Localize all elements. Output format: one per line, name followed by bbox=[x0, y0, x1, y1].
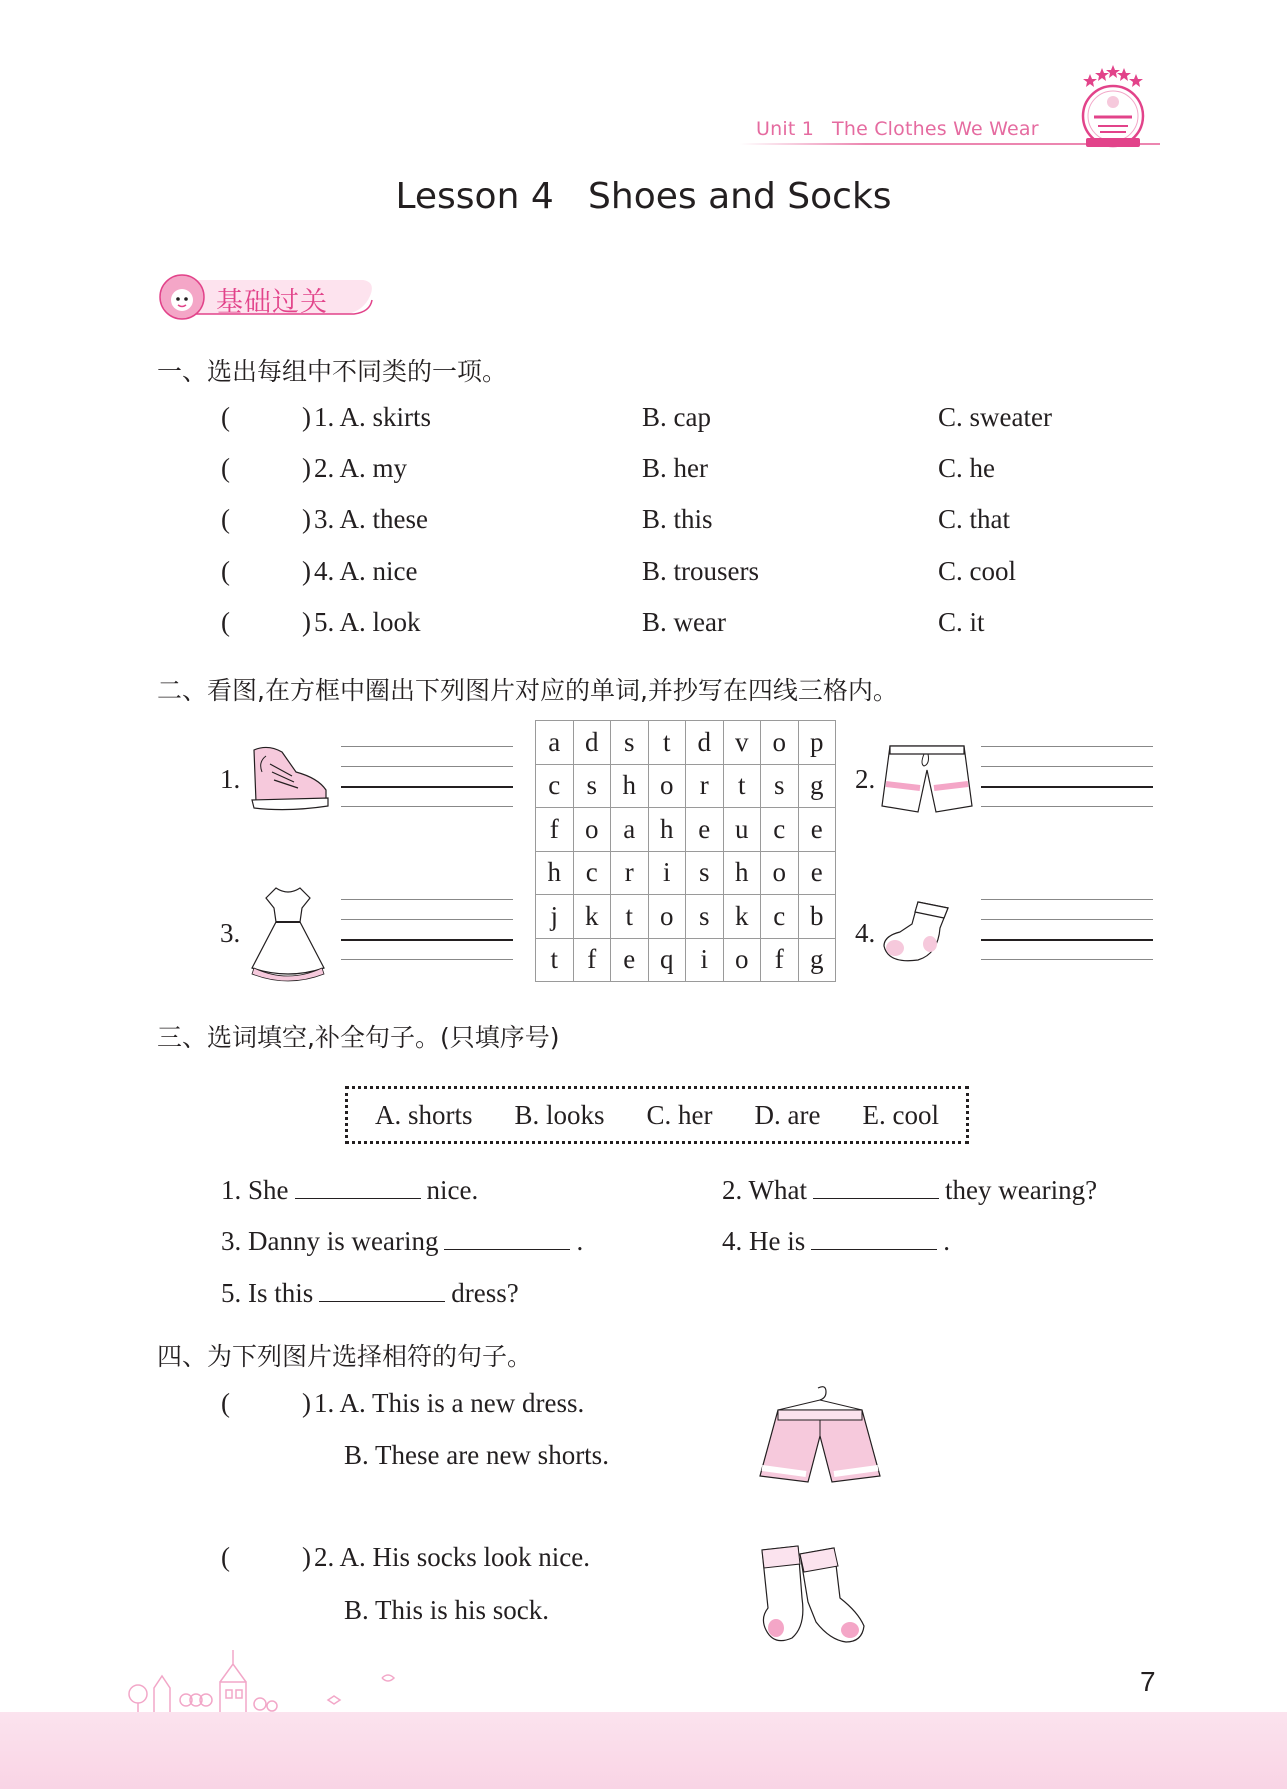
grid-letter[interactable]: h bbox=[723, 851, 761, 895]
grid-letter[interactable]: o bbox=[761, 851, 799, 895]
answer-paren-close: ) bbox=[302, 402, 311, 432]
grid-letter[interactable]: f bbox=[536, 808, 574, 852]
fill-sentence bbox=[722, 1174, 1097, 1206]
word-bank-option: C. her bbox=[646, 1099, 713, 1130]
writing-lines[interactable] bbox=[341, 746, 513, 806]
grid-letter[interactable]: h bbox=[536, 851, 574, 895]
grid-letter[interactable]: c bbox=[536, 764, 574, 808]
grid-letter[interactable]: b bbox=[798, 895, 836, 939]
grid-letter[interactable]: v bbox=[723, 721, 761, 765]
grid-letter[interactable]: k bbox=[723, 895, 761, 939]
answer-paren-close: ) bbox=[302, 607, 311, 637]
writing-lines[interactable] bbox=[981, 746, 1153, 806]
option-b: B. These are new shorts. bbox=[344, 1440, 609, 1470]
fill-sentence bbox=[221, 1225, 583, 1257]
grid-letter[interactable]: e bbox=[798, 808, 836, 852]
option-a: 5. A. look bbox=[314, 607, 421, 637]
option-b: B. wear bbox=[642, 607, 726, 637]
answer-blank[interactable] bbox=[295, 1174, 421, 1199]
question-row bbox=[0, 556, 1287, 596]
grid-letter[interactable]: f bbox=[573, 938, 611, 982]
grid-letter[interactable]: c bbox=[573, 851, 611, 895]
grid-letter[interactable]: g bbox=[798, 938, 836, 982]
picture-number: 1. bbox=[220, 764, 241, 794]
fill-sentence bbox=[722, 1225, 950, 1257]
sentence-start: 1. She bbox=[221, 1175, 289, 1205]
sentence-start: 2. What bbox=[722, 1175, 807, 1205]
grid-letter[interactable]: e bbox=[686, 808, 724, 852]
page-number: 7 bbox=[1140, 1666, 1156, 1697]
answer-paren-close: ) bbox=[302, 1542, 311, 1572]
publisher-seal-icon bbox=[1072, 62, 1154, 154]
lesson-title: Lesson 4 Shoes and Socks bbox=[395, 176, 892, 217]
option-c: C. he bbox=[938, 453, 995, 483]
shorts-icon bbox=[880, 740, 974, 818]
section-2-title: 二、看图,在方框中圈出下列图片对应的单词,并抄写在四线三格内。 bbox=[157, 676, 898, 705]
footer-band bbox=[0, 1712, 1287, 1789]
option-a: 2. A. His socks look nice. bbox=[314, 1542, 590, 1572]
matching-question bbox=[0, 1388, 1287, 1428]
word-bank-option: D. are bbox=[754, 1099, 821, 1130]
grid-letter[interactable]: s bbox=[611, 721, 649, 765]
answer-blank[interactable] bbox=[444, 1225, 570, 1250]
answer-paren-open[interactable]: ( bbox=[221, 607, 230, 637]
option-b: B. cap bbox=[642, 402, 711, 432]
answer-paren-close: ) bbox=[302, 504, 311, 534]
sock-icon bbox=[878, 898, 954, 966]
dress-icon bbox=[248, 884, 328, 984]
grid-letter[interactable]: e bbox=[798, 851, 836, 895]
grid-letter[interactable]: p bbox=[798, 721, 836, 765]
grid-letter[interactable]: t bbox=[611, 895, 649, 939]
option-c: C. it bbox=[938, 607, 985, 637]
writing-lines[interactable] bbox=[981, 899, 1153, 959]
writing-lines[interactable] bbox=[341, 899, 513, 959]
grid-letter[interactable]: t bbox=[648, 721, 686, 765]
sentence-end: they wearing? bbox=[944, 1175, 1098, 1205]
answer-paren-open[interactable]: ( bbox=[221, 1542, 230, 1572]
grid-letter[interactable]: h bbox=[611, 764, 649, 808]
answer-paren-close: ) bbox=[302, 453, 311, 483]
picture-number: 3. bbox=[220, 918, 241, 948]
grid-letter[interactable]: j bbox=[536, 895, 574, 939]
town-decoration-icon bbox=[120, 1644, 420, 1714]
grid-row bbox=[536, 895, 836, 939]
grid-letter[interactable]: o bbox=[723, 938, 761, 982]
option-a: 1. A. skirts bbox=[314, 402, 432, 432]
grid-letter[interactable]: c bbox=[761, 808, 799, 852]
grid-letter[interactable]: o bbox=[648, 895, 686, 939]
grid-letter[interactable]: s bbox=[686, 851, 724, 895]
grid-letter[interactable]: r bbox=[611, 851, 649, 895]
sentence-start: 4. He is bbox=[722, 1226, 806, 1256]
unit-title: The Clothes We Wear bbox=[832, 118, 1039, 140]
picture-number: 2. bbox=[855, 764, 876, 794]
word-bank-option: B. looks bbox=[514, 1099, 605, 1130]
word-bank-option: A. shorts bbox=[375, 1099, 473, 1130]
answer-paren-open[interactable]: ( bbox=[221, 504, 230, 534]
word-search-grid bbox=[535, 720, 836, 982]
answer-paren-close: ) bbox=[302, 556, 311, 586]
option-c: C. cool bbox=[938, 556, 1016, 586]
grid-letter[interactable]: s bbox=[573, 764, 611, 808]
grid-letter[interactable]: o bbox=[573, 808, 611, 852]
sentence-end: . bbox=[943, 1226, 950, 1256]
grid-letter[interactable]: s bbox=[686, 895, 724, 939]
grid-letter[interactable]: r bbox=[686, 764, 724, 808]
question-row bbox=[0, 402, 1287, 442]
section-1-title: 一、选出每组中不同类的一项。 bbox=[157, 357, 508, 386]
option-b: B. trousers bbox=[642, 556, 759, 586]
answer-blank[interactable] bbox=[811, 1225, 937, 1250]
answer-blank[interactable] bbox=[813, 1174, 939, 1199]
socks-icon bbox=[754, 1542, 878, 1648]
unit-label: Unit 1 bbox=[756, 118, 815, 140]
grid-letter[interactable]: s bbox=[761, 764, 799, 808]
section-3-title: 三、选词填空,补全句子。(只填序号) bbox=[157, 1023, 560, 1052]
question-row bbox=[0, 607, 1287, 647]
option-b: B. her bbox=[642, 453, 708, 483]
question-row bbox=[0, 453, 1287, 493]
section-4-title: 四、为下列图片选择相符的句子。 bbox=[157, 1342, 533, 1371]
option-a: 4. A. nice bbox=[314, 556, 418, 586]
word-bank-option: E. cool bbox=[862, 1099, 939, 1130]
answer-paren-open[interactable]: ( bbox=[221, 453, 230, 483]
answer-paren-open[interactable]: ( bbox=[221, 1388, 230, 1418]
grid-letter[interactable]: a bbox=[611, 808, 649, 852]
option-b: B. this bbox=[642, 504, 713, 534]
grid-letter[interactable]: i bbox=[686, 938, 724, 982]
option-a: 3. A. these bbox=[314, 504, 428, 534]
grid-letter[interactable]: o bbox=[648, 764, 686, 808]
grid-row bbox=[536, 721, 836, 765]
fill-sentence bbox=[221, 1277, 519, 1309]
matching-question bbox=[0, 1542, 1287, 1582]
grid-letter[interactable]: g bbox=[798, 764, 836, 808]
grid-letter[interactable]: u bbox=[723, 808, 761, 852]
sentence-end: dress? bbox=[451, 1278, 519, 1308]
grid-letter[interactable]: f bbox=[761, 938, 799, 982]
grid-letter[interactable]: d bbox=[686, 721, 724, 765]
sneaker-icon bbox=[248, 742, 332, 814]
question-row bbox=[0, 504, 1287, 544]
fill-sentence bbox=[221, 1174, 478, 1206]
grid-letter[interactable]: k bbox=[573, 895, 611, 939]
answer-paren-open[interactable]: ( bbox=[221, 556, 230, 586]
grid-letter[interactable]: t bbox=[723, 764, 761, 808]
grid-row bbox=[536, 808, 836, 852]
grid-letter[interactable]: i bbox=[648, 851, 686, 895]
option-c: C. that bbox=[938, 504, 1010, 534]
grid-row bbox=[536, 764, 836, 808]
word-bank bbox=[345, 1086, 969, 1144]
grid-letter[interactable]: o bbox=[761, 721, 799, 765]
grid-letter[interactable]: a bbox=[536, 721, 574, 765]
sentence-end: nice. bbox=[426, 1175, 479, 1205]
grid-row bbox=[536, 938, 836, 982]
grid-letter[interactable]: h bbox=[648, 808, 686, 852]
answer-blank[interactable] bbox=[319, 1277, 445, 1302]
answer-paren-open[interactable]: ( bbox=[221, 402, 230, 432]
option-a: 2. A. my bbox=[314, 453, 408, 483]
sentence-end: . bbox=[576, 1226, 584, 1256]
grid-letter[interactable]: t bbox=[536, 938, 574, 982]
grid-letter[interactable]: d bbox=[573, 721, 611, 765]
shorts-icon bbox=[756, 1384, 884, 1490]
answer-paren-close: ) bbox=[302, 1388, 311, 1418]
sentence-start: 5. Is this bbox=[221, 1278, 314, 1308]
grid-letter[interactable]: e bbox=[611, 938, 649, 982]
grid-letter[interactable]: c bbox=[761, 895, 799, 939]
option-a: 1. A. This is a new dress. bbox=[314, 1388, 585, 1418]
picture-number: 4. bbox=[855, 918, 876, 948]
sentence-start: 3. Danny is wearing bbox=[221, 1226, 439, 1256]
unit-header bbox=[756, 118, 1057, 140]
option-c: C. sweater bbox=[938, 402, 1052, 432]
option-b: B. This is his sock. bbox=[344, 1595, 550, 1625]
grid-row bbox=[536, 851, 836, 895]
grid-letter[interactable]: q bbox=[648, 938, 686, 982]
section-badge-label: 基础过关 bbox=[216, 287, 328, 318]
